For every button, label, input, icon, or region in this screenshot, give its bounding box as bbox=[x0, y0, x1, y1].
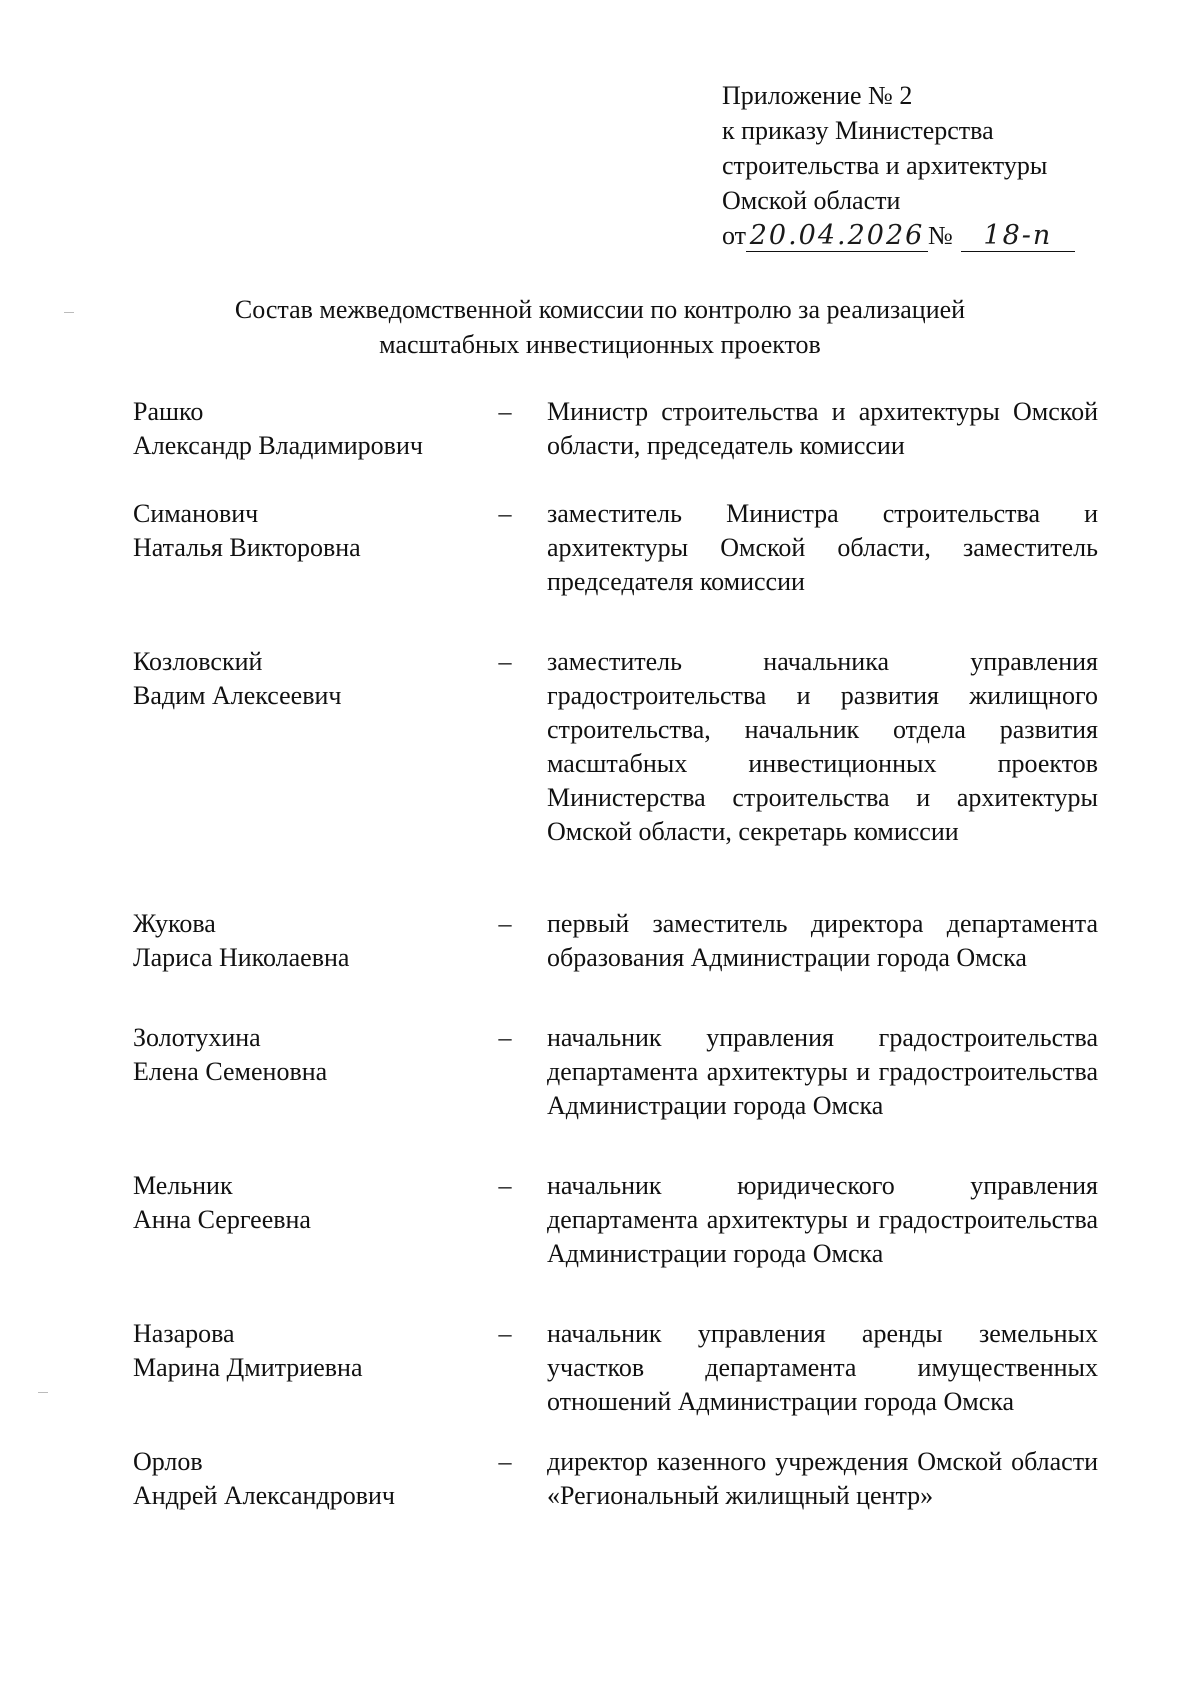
member-entry bbox=[133, 497, 1098, 599]
member-entry bbox=[133, 907, 1098, 975]
document-title bbox=[150, 292, 1050, 362]
dash-separator: – bbox=[498, 499, 512, 528]
handwritten-date: 20.04.2026 bbox=[746, 221, 928, 252]
member-role: начальник управления аренды земельных участков департамента имущественных отношений Администрации города Омска bbox=[547, 1319, 1098, 1416]
member-given-names: Анна Сергеевна bbox=[133, 1205, 311, 1234]
member-role: первый заместитель директора департамента образования Администрации города Омска bbox=[547, 909, 1098, 972]
member-role: директор казенного учреждения Омской области «Региональный жилищный центр» bbox=[547, 1447, 1098, 1510]
title-line-2: масштабных инвестиционных проектов bbox=[379, 330, 821, 359]
member-name bbox=[133, 1169, 493, 1237]
member-given-names: Наталья Викторовна bbox=[133, 533, 361, 562]
appendix-line: Приложение № 2 bbox=[722, 81, 913, 110]
member-surname: Рашко bbox=[133, 397, 204, 426]
member-surname: Золотухина bbox=[133, 1023, 261, 1052]
member-name bbox=[133, 907, 493, 975]
dash-separator: – bbox=[498, 1319, 512, 1348]
member-given-names: Вадим Алексеевич bbox=[133, 681, 342, 710]
dash-separator: – bbox=[498, 1023, 512, 1052]
member-name bbox=[133, 1317, 493, 1385]
member-name bbox=[133, 1445, 493, 1513]
member-surname: Назарова bbox=[133, 1319, 235, 1348]
appendix-line: строительства и архитектуры bbox=[722, 151, 1048, 180]
member-entry bbox=[133, 645, 1098, 849]
member-surname: Жукова bbox=[133, 909, 216, 938]
member-name bbox=[133, 645, 493, 713]
member-entry bbox=[133, 1021, 1098, 1123]
member-surname: Мельник bbox=[133, 1171, 233, 1200]
member-given-names: Марина Дмитриевна bbox=[133, 1353, 363, 1382]
member-name bbox=[133, 1021, 493, 1089]
dash-separator: – bbox=[498, 647, 512, 676]
scan-artifact-mark bbox=[64, 312, 74, 313]
order-date-line bbox=[722, 218, 1162, 253]
appendix-line: к приказу Министерства bbox=[722, 116, 994, 145]
member-given-names: Лариса Николаевна bbox=[133, 943, 350, 972]
appendix-line: Омской области bbox=[722, 186, 901, 215]
member-role: начальник управления градостроительства департамента архитектуры и градостроительства Администрации города Омска bbox=[547, 1023, 1098, 1120]
member-given-names: Андрей Александрович bbox=[133, 1481, 395, 1510]
number-label: № bbox=[928, 221, 953, 250]
dash-separator: – bbox=[498, 1447, 512, 1476]
member-role: заместитель Министра строительства и архитектуры Омской области, заместитель председателя комиссии bbox=[547, 499, 1098, 596]
appendix-header bbox=[722, 78, 1162, 253]
member-role: Министр строительства и архитектуры Омской области, председатель комиссии bbox=[547, 397, 1098, 460]
member-given-names: Александр Владимирович bbox=[133, 431, 423, 460]
member-surname: Козловский bbox=[133, 647, 263, 676]
member-surname: Орлов bbox=[133, 1447, 203, 1476]
title-line-1: Состав межведомственной комиссии по контролю за реализацией bbox=[234, 295, 966, 324]
member-given-names: Елена Семеновна bbox=[133, 1057, 328, 1086]
member-entry bbox=[133, 1317, 1098, 1419]
dash-separator: – bbox=[498, 397, 512, 426]
date-prefix: от bbox=[722, 221, 747, 250]
member-entry bbox=[133, 395, 1098, 463]
dash-separator: – bbox=[498, 909, 512, 938]
member-entry bbox=[133, 1169, 1098, 1271]
members-list bbox=[133, 395, 1098, 1513]
scan-artifact-mark bbox=[38, 1392, 48, 1393]
member-role: заместитель начальника управления градостроительства и развития жилищного строительства, начальник отдела развития масштабных инвестиционных проектов Министерства строительства и архитектуры Омской области, секретарь комиссии bbox=[547, 647, 1098, 846]
member-surname: Симанович bbox=[133, 499, 259, 528]
member-name bbox=[133, 497, 493, 565]
handwritten-number: 18-п bbox=[961, 221, 1075, 252]
dash-separator: – bbox=[498, 1171, 512, 1200]
member-role: начальник юридического управления департамента архитектуры и градостроительства Администрации города Омска bbox=[547, 1171, 1098, 1268]
member-name bbox=[133, 395, 493, 463]
member-entry bbox=[133, 1445, 1098, 1513]
